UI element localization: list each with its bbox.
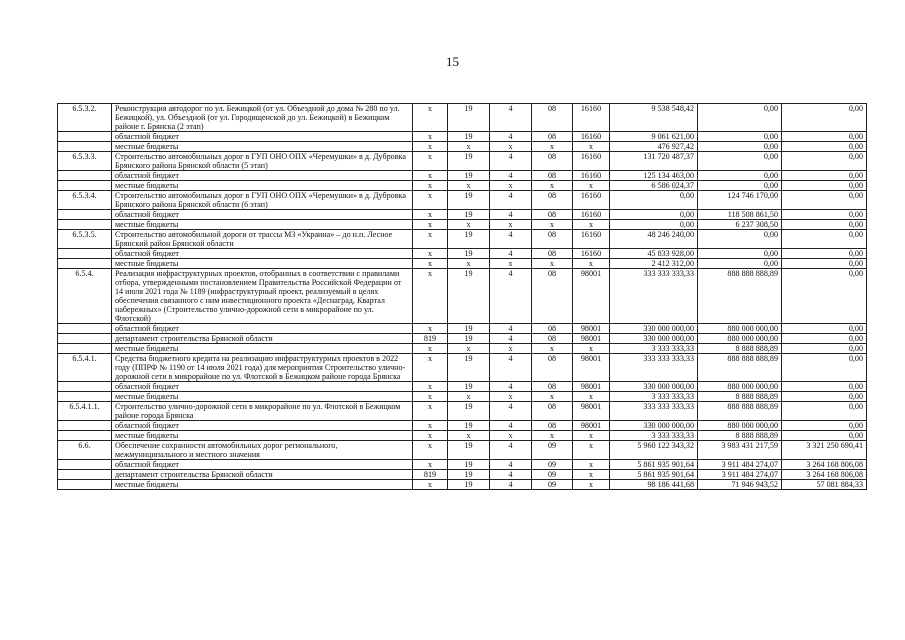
code-pgp: 4	[490, 480, 532, 490]
row-description: местные бюджеты	[112, 431, 413, 441]
amount-2025: 0,00	[782, 324, 867, 334]
amount-2024: 0,00	[698, 104, 782, 132]
code-om: 08	[532, 382, 573, 392]
row-number: 6.5.3.4.	[58, 191, 112, 210]
amount-2024: 71 946 943,52	[698, 480, 782, 490]
amount-2024: 0,00	[698, 142, 782, 152]
amount-2025: 0,00	[782, 191, 867, 210]
table-row	[58, 132, 867, 142]
code-pgp: 4	[490, 132, 532, 142]
code-gp: 19	[448, 249, 490, 259]
row-description: областной бюджет	[112, 210, 413, 220]
code-om: 08	[532, 324, 573, 334]
amount-2024: 3 911 484 274,07	[698, 470, 782, 480]
amount-2024: 0,00	[698, 249, 782, 259]
amount-2025: 3 264 168 806,08	[782, 460, 867, 470]
row-number	[58, 324, 112, 334]
code-pgp: x	[490, 344, 532, 354]
code-ns: x	[573, 344, 610, 354]
amount-2023: 9 538 548,42	[610, 104, 698, 132]
code-gp: 19	[448, 210, 490, 220]
row-number	[58, 334, 112, 344]
row-description: Реализация инфраструктурных проектов, отобранных в соответствии с правилами отбора, утвержденными постановлением Правительства Российской Федерации от 14 июля 2021 года № 1189 (инфраструктурный проект, реализуемый в целях обеспечения связанного с ним инвестиционного проекта «Деснаград, Квартал набережных» (Строительство улично-дорожной сети в микрорайоне по ул. Флотской)	[112, 269, 413, 324]
code-gr: x	[413, 344, 448, 354]
amount-2024: 8 888 888,89	[698, 392, 782, 402]
amount-2024: 0,00	[698, 171, 782, 181]
row-number	[58, 480, 112, 490]
code-om: 08	[532, 230, 573, 249]
code-gp: 19	[448, 354, 490, 382]
amount-2023: 131 720 487,37	[610, 152, 698, 171]
code-ns: x	[573, 460, 610, 470]
code-gr: x	[413, 480, 448, 490]
table-row	[58, 191, 867, 210]
amount-2024: 3 911 484 274,07	[698, 460, 782, 470]
code-om: x	[532, 181, 573, 191]
code-pgp: 4	[490, 402, 532, 421]
amount-2025: 0,00	[782, 132, 867, 142]
amount-2025: 0,00	[782, 220, 867, 230]
code-pgp: 4	[490, 104, 532, 132]
code-gp: 19	[448, 324, 490, 334]
amount-2023: 3 333 333,33	[610, 344, 698, 354]
row-number: 6.5.3.2.	[58, 104, 112, 132]
amount-2024: 8 888 888,89	[698, 431, 782, 441]
code-gp: 19	[448, 460, 490, 470]
code-ns: x	[573, 480, 610, 490]
row-number	[58, 431, 112, 441]
code-om: 09	[532, 441, 573, 460]
code-pgp: 4	[490, 152, 532, 171]
code-ns: 16160	[573, 191, 610, 210]
code-ns: x	[573, 142, 610, 152]
amount-2024: 0,00	[698, 230, 782, 249]
row-number	[58, 421, 112, 431]
code-gp: 19	[448, 269, 490, 324]
row-number	[58, 181, 112, 191]
table-row	[58, 431, 867, 441]
row-number	[58, 382, 112, 392]
code-gr: x	[413, 171, 448, 181]
row-description: областной бюджет	[112, 460, 413, 470]
code-pgp: x	[490, 181, 532, 191]
code-om: x	[532, 431, 573, 441]
amount-2023: 0,00	[610, 220, 698, 230]
table-row	[58, 441, 867, 460]
code-ns: x	[573, 220, 610, 230]
code-gp: 19	[448, 421, 490, 431]
code-gr: 819	[413, 334, 448, 344]
amount-2025: 0,00	[782, 171, 867, 181]
row-description: областной бюджет	[112, 249, 413, 259]
code-ns: 16160	[573, 210, 610, 220]
table-row	[58, 210, 867, 220]
amount-2024: 6 237 308,50	[698, 220, 782, 230]
code-pgp: 4	[490, 210, 532, 220]
amount-2025: 0,00	[782, 210, 867, 220]
amount-2025: 0,00	[782, 431, 867, 441]
table-row	[58, 220, 867, 230]
row-description: областной бюджет	[112, 132, 413, 142]
row-number: 6.5.4.1.	[58, 354, 112, 382]
table-row	[58, 181, 867, 191]
code-gp: 19	[448, 171, 490, 181]
code-pgp: 4	[490, 334, 532, 344]
code-om: 08	[532, 152, 573, 171]
code-gp: x	[448, 142, 490, 152]
code-ns: 98001	[573, 324, 610, 334]
code-ns: 98001	[573, 402, 610, 421]
amount-2023: 476 927,42	[610, 142, 698, 152]
code-om: 08	[532, 191, 573, 210]
row-description: Реконструкция автодорог по ул. Бежицкой (от ул. Объездной до дома № 280 по ул. Бежицкой), ул. Объездной (от ул. Городищенской до ул. Бежицкой) в Бежицком районе г. Брянска (2 этап)	[112, 104, 413, 132]
row-number: 6.5.4.1.1.	[58, 402, 112, 421]
code-om: x	[532, 392, 573, 402]
code-ns: 16160	[573, 104, 610, 132]
amount-2025: 0,00	[782, 259, 867, 269]
row-description: местные бюджеты	[112, 220, 413, 230]
amount-2024: 124 746 170,00	[698, 191, 782, 210]
row-number	[58, 249, 112, 259]
amount-2023: 3 333 333,33	[610, 431, 698, 441]
amount-2024: 0,00	[698, 181, 782, 191]
code-gp: x	[448, 220, 490, 230]
code-ns: 16160	[573, 171, 610, 181]
row-number	[58, 171, 112, 181]
table-row	[58, 249, 867, 259]
code-om: 08	[532, 269, 573, 324]
table-body	[58, 104, 867, 490]
row-number	[58, 259, 112, 269]
code-gp: 19	[448, 132, 490, 142]
code-om: 09	[532, 470, 573, 480]
code-gr: x	[413, 460, 448, 470]
code-om: 08	[532, 249, 573, 259]
code-pgp: 4	[490, 269, 532, 324]
code-ns: 98001	[573, 354, 610, 382]
row-number: 6.5.3.5.	[58, 230, 112, 249]
amount-2023: 333 333 333,33	[610, 354, 698, 382]
code-gr: x	[413, 181, 448, 191]
row-description: Обеспечение сохранности автомобильных дорог регионального, межмуниципального и местного значения	[112, 441, 413, 460]
code-om: 09	[532, 480, 573, 490]
table-row	[58, 259, 867, 269]
row-number: 6.5.3.3.	[58, 152, 112, 171]
amount-2025: 0,00	[782, 269, 867, 324]
table-row	[58, 171, 867, 181]
amount-2023: 330 000 000,00	[610, 421, 698, 431]
row-description: местные бюджеты	[112, 344, 413, 354]
code-gr: x	[413, 230, 448, 249]
code-pgp: 4	[490, 324, 532, 334]
code-gp: 19	[448, 480, 490, 490]
table-row	[58, 460, 867, 470]
code-gr: x	[413, 220, 448, 230]
amount-2023: 45 833 928,00	[610, 249, 698, 259]
table-row	[58, 392, 867, 402]
row-number: 6.5.4.	[58, 269, 112, 324]
code-pgp: 4	[490, 470, 532, 480]
code-gr: x	[413, 191, 448, 210]
row-number	[58, 210, 112, 220]
code-pgp: 4	[490, 354, 532, 382]
row-description: местные бюджеты	[112, 142, 413, 152]
amount-2024: 888 888 888,89	[698, 354, 782, 382]
code-ns: 98001	[573, 269, 610, 324]
row-description: местные бюджеты	[112, 480, 413, 490]
amount-2023: 3 333 333,33	[610, 392, 698, 402]
code-ns: x	[573, 392, 610, 402]
code-pgp: x	[490, 392, 532, 402]
amount-2024: 8 888 888,89	[698, 344, 782, 354]
amount-2023: 48 246 240,00	[610, 230, 698, 249]
amount-2024: 118 508 861,50	[698, 210, 782, 220]
amount-2024: 888 888 888,89	[698, 269, 782, 324]
code-gr: 819	[413, 470, 448, 480]
code-gp: 19	[448, 191, 490, 210]
amount-2025: 0,00	[782, 181, 867, 191]
code-gp: 19	[448, 470, 490, 480]
code-gr: x	[413, 421, 448, 431]
code-ns: 16160	[573, 230, 610, 249]
code-om: x	[532, 142, 573, 152]
code-om: 08	[532, 402, 573, 421]
row-description: областной бюджет	[112, 324, 413, 334]
row-number	[58, 220, 112, 230]
row-description: Строительство автомобильной дороги от трассы М3 «Украина» – до н.п. Лесное Брянский район Брянской области	[112, 230, 413, 249]
code-gr: x	[413, 324, 448, 334]
row-number	[58, 344, 112, 354]
row-number	[58, 132, 112, 142]
amount-2023: 330 000 000,00	[610, 382, 698, 392]
row-number	[58, 142, 112, 152]
code-om: 08	[532, 334, 573, 344]
code-gp: 19	[448, 441, 490, 460]
code-om: 08	[532, 210, 573, 220]
table-row	[58, 104, 867, 132]
row-description: областной бюджет	[112, 171, 413, 181]
amount-2024: 880 000 000,00	[698, 324, 782, 334]
code-pgp: 4	[490, 171, 532, 181]
code-ns: 16160	[573, 152, 610, 171]
amount-2025: 0,00	[782, 344, 867, 354]
amount-2023: 5 861 935 901,64	[610, 470, 698, 480]
row-number	[58, 392, 112, 402]
amount-2025: 3 264 168 806,08	[782, 470, 867, 480]
row-description: департамент строительства Брянской области	[112, 334, 413, 344]
code-pgp: x	[490, 142, 532, 152]
code-pgp: 4	[490, 230, 532, 249]
table-row	[58, 470, 867, 480]
table-row	[58, 421, 867, 431]
code-gp: x	[448, 431, 490, 441]
amount-2023: 0,00	[610, 191, 698, 210]
amount-2025: 0,00	[782, 152, 867, 171]
code-ns: 98001	[573, 334, 610, 344]
code-gp: x	[448, 259, 490, 269]
amount-2023: 125 134 463,00	[610, 171, 698, 181]
amount-2024: 0,00	[698, 152, 782, 171]
amount-2025: 0,00	[782, 230, 867, 249]
code-gp: 19	[448, 334, 490, 344]
row-number	[58, 470, 112, 480]
amount-2025: 0,00	[782, 249, 867, 259]
amount-2023: 333 333 333,33	[610, 269, 698, 324]
table-row	[58, 402, 867, 421]
amount-2024: 0,00	[698, 132, 782, 142]
code-pgp: 4	[490, 382, 532, 392]
code-gr: x	[413, 132, 448, 142]
code-gr: x	[413, 259, 448, 269]
table-row	[58, 344, 867, 354]
code-gp: 19	[448, 104, 490, 132]
amount-2025: 0,00	[782, 382, 867, 392]
code-gr: x	[413, 441, 448, 460]
code-gp: x	[448, 392, 490, 402]
code-gr: x	[413, 354, 448, 382]
row-description: областной бюджет	[112, 382, 413, 392]
code-pgp: 4	[490, 191, 532, 210]
code-ns: x	[573, 470, 610, 480]
code-gr: x	[413, 402, 448, 421]
code-ns: 16160	[573, 132, 610, 142]
code-gp: 19	[448, 230, 490, 249]
amount-2023: 6 586 024,37	[610, 181, 698, 191]
code-om: 08	[532, 104, 573, 132]
row-description: местные бюджеты	[112, 259, 413, 269]
row-description: департамент строительства Брянской области	[112, 470, 413, 480]
table-row	[58, 382, 867, 392]
code-om: 08	[532, 354, 573, 382]
page-number: 15	[446, 54, 459, 69]
code-gr: x	[413, 210, 448, 220]
code-om: x	[532, 220, 573, 230]
amount-2025: 0,00	[782, 104, 867, 132]
table-row	[58, 480, 867, 490]
amount-2024: 880 000 000,00	[698, 421, 782, 431]
code-om: 08	[532, 421, 573, 431]
amount-2023: 5 861 935 901,64	[610, 460, 698, 470]
amount-2023: 2 412 312,00	[610, 259, 698, 269]
row-description: областной бюджет	[112, 421, 413, 431]
amount-2024: 880 000 000,00	[698, 334, 782, 344]
amount-2025: 0,00	[782, 392, 867, 402]
code-ns: 98001	[573, 421, 610, 431]
row-description: местные бюджеты	[112, 181, 413, 191]
amount-2025: 0,00	[782, 402, 867, 421]
code-gp: 19	[448, 402, 490, 421]
code-gr: x	[413, 249, 448, 259]
code-gp: x	[448, 344, 490, 354]
code-ns: x	[573, 181, 610, 191]
code-pgp: x	[490, 220, 532, 230]
amount-2024: 880 000 000,00	[698, 382, 782, 392]
code-pgp: x	[490, 259, 532, 269]
amount-2024: 0,00	[698, 259, 782, 269]
amount-2023: 330 000 000,00	[610, 324, 698, 334]
code-gr: x	[413, 382, 448, 392]
code-pgp: 4	[490, 249, 532, 259]
code-gp: 19	[448, 382, 490, 392]
code-gr: x	[413, 269, 448, 324]
code-gr: x	[413, 431, 448, 441]
code-om: x	[532, 259, 573, 269]
table-row	[58, 269, 867, 324]
code-gr: x	[413, 392, 448, 402]
amount-2023: 98 186 441,68	[610, 480, 698, 490]
budget-table	[57, 103, 867, 490]
code-om: 09	[532, 460, 573, 470]
code-ns: 16160	[573, 249, 610, 259]
amount-2023: 9 061 621,00	[610, 132, 698, 142]
amount-2023: 5 960 122 343,32	[610, 441, 698, 460]
amount-2024: 888 888 888,89	[698, 402, 782, 421]
code-pgp: 4	[490, 460, 532, 470]
table-row	[58, 354, 867, 382]
code-pgp: x	[490, 431, 532, 441]
code-pgp: 4	[490, 421, 532, 431]
amount-2024: 3 983 431 217,59	[698, 441, 782, 460]
row-number: 6.6.	[58, 441, 112, 460]
amount-2025: 3 321 250 690,41	[782, 441, 867, 460]
amount-2025: 0,00	[782, 354, 867, 382]
table-row	[58, 142, 867, 152]
amount-2023: 333 333 333,33	[610, 402, 698, 421]
amount-2025: 0,00	[782, 142, 867, 152]
code-ns: x	[573, 431, 610, 441]
table-row	[58, 324, 867, 334]
amount-2025: 0,00	[782, 421, 867, 431]
code-om: x	[532, 344, 573, 354]
row-number	[58, 460, 112, 470]
amount-2023: 0,00	[610, 210, 698, 220]
code-gr: x	[413, 142, 448, 152]
amount-2025: 0,00	[782, 334, 867, 344]
table-row	[58, 152, 867, 171]
code-ns: x	[573, 259, 610, 269]
code-gr: x	[413, 152, 448, 171]
row-description: Строительство автомобильных дорог в ГУП ОНО ОПХ «Черемушки» в д. Дубровка Брянского района Брянской области (6 этап)	[112, 191, 413, 210]
code-om: 08	[532, 132, 573, 142]
table-row	[58, 230, 867, 249]
amount-2025: 57 081 884,33	[782, 480, 867, 490]
amount-2023: 330 000 000,00	[610, 334, 698, 344]
code-gp: 19	[448, 152, 490, 171]
row-description: Строительство улично-дорожной сети в микрорайоне по ул. Флотской в Бежицком районе города Брянска	[112, 402, 413, 421]
code-pgp: 4	[490, 441, 532, 460]
code-ns: 98001	[573, 382, 610, 392]
row-description: местные бюджеты	[112, 392, 413, 402]
code-ns: x	[573, 441, 610, 460]
row-description: Строительство автомобильных дорог в ГУП ОНО ОПХ «Черемушки» в д. Дубровка Брянского района Брянской области (5 этап)	[112, 152, 413, 171]
code-gp: x	[448, 181, 490, 191]
row-description: Средства бюджетного кредита на реализацию инфраструктурных проектов в 2022 году (ППРФ № 1190 от 14 июля 2021 года) для мероприятия Строительство улично-дорожной сети в микрорайоне по ул. Флотской в Бежицком районе города Брянска	[112, 354, 413, 382]
code-om: 08	[532, 171, 573, 181]
code-gr: x	[413, 104, 448, 132]
table-row	[58, 334, 867, 344]
